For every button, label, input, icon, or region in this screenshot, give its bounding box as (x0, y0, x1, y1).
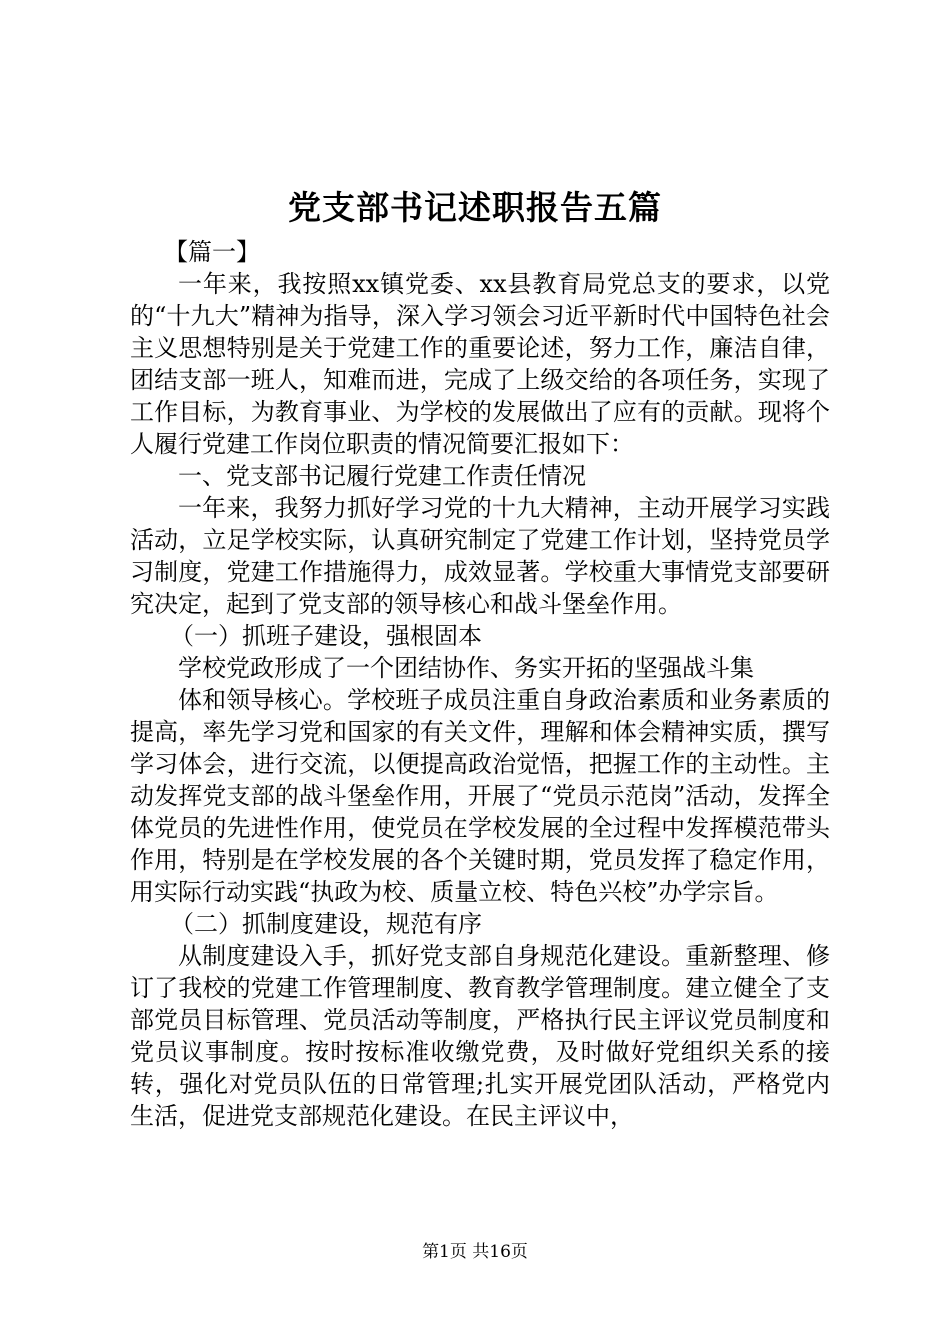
page-footer: 第1页 共16页 (422, 1242, 528, 1262)
subheading-2: （二）抓制度建设，规范有序 (170, 910, 482, 938)
subheading-1: （一）抓班子建设，强根固本 (170, 622, 482, 650)
section-marker: 【篇一】 (164, 238, 260, 266)
paragraph-2: 体和领导核心。学校班子成员注重自身政治素质和业务素质的提高，率先学习党和国家的有关文件，理解和体会精神实质，撰写学习体会，进行交流，以便提高政治觉悟，把握工作的主动性。主动发挥党支部的战斗堡垒作用，开展了“党员示范岗”活动，发挥全体党员的先进性作用，使党员在学校发展的全过程中发挥模范带头作用，特别是在学校发展的各个关键时期，党员发挥了稳定作用，用实际行动实践“执政为校、质量立校、特色兴校”办学宗旨。 (130, 686, 830, 906)
paragraph-2-first-line: 学校党政形成了一个团结协作、务实开拓的坚强战斗集 (178, 654, 754, 682)
document-body (130, 236, 830, 1132)
paragraph-3: 从制度建设入手，抓好党支部自身规范化建设。重新整理、修订了我校的党建工作管理制度、教育教学管理制度。建立健全了支部党员目标管理、党员活动等制度，严格执行民主评议党员制度和党员议事制度。按时按标准收缴党费，及时做好党组织关系的接转，强化对党员队伍的日常管理;扎实开展党团队活动，严格党内生活，促进党支部规范化建设。在民主评议中， (130, 942, 830, 1130)
paragraph-1: 一年来，我努力抓好学习党的十九大精神，主动开展学习实践活动，立足学校实际，认真研究制定了党建工作计划，坚持党员学习制度，党建工作措施得力，成效显著。学校重大事情党支部要研究决定，起到了党支部的领导核心和战斗堡垒作用。 (130, 494, 830, 618)
document-title: 党支部书记述职报告五篇 (288, 188, 662, 227)
section-heading: 一、党支部书记履行党建工作责任情况 (178, 462, 586, 490)
intro-paragraph: 一年来，我按照xx镇党委、xx县教育局党总支的要求，以党的“十九大”精神为指导，深入学习领会习近平新时代中国特色社会主义思想特别是关于党建工作的重要论述，努力工作，廉洁自律，团结支部一班人，知难而进，完成了上级交给的各项任务，实现了工作目标，为教育事业、为学校的发展做出了应有的贡献。现将个人履行党建工作岗位职责的情况简要汇报如下： (130, 270, 830, 458)
